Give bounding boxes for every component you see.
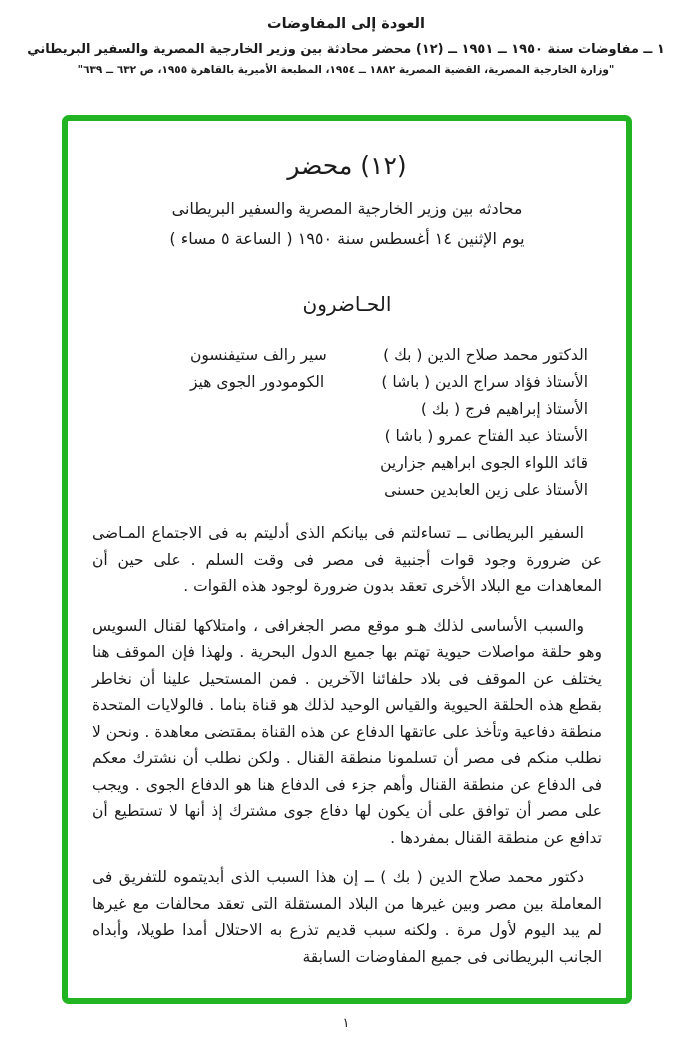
attendee-row xyxy=(98,396,588,423)
document-body xyxy=(92,520,602,970)
attendee-row xyxy=(98,477,588,504)
attendee-name: قائد اللواء الجوى ابراهيم جزارين xyxy=(380,454,588,472)
page-header xyxy=(0,16,692,76)
attendee-name: الدكتور محمد صلاح الدين ( بك ) xyxy=(383,346,588,364)
paragraph-reasoning: والسبب الأساسى لذلك هـو موقع مصر الجغرافى ، وامتلاكها لقنال السويس وهو حلقة مواصلات حيوية تهتم بها جميع الدول البحرية . ولهذا فإن الموقف هنا يختلف عن الموقف فى بلاد حلفائنا الآخرين . فمن المستحيل علينا أن نخاطر بقطع هذه الحلقة الحيوية والقياس الوحيد لذلك هو قناة بناما . فالولايات المتحدة منطقة دفاعية وتأخذ على عاتقها الدفاع عن هذه القناة بمقتضى معاهدة . ونحن لا نطلب منكم فى مصر أن تسلمونا منطقة القنال . ولكن نطلب أن نشترك معكم فى الدفاع عن منطقة القنال وأهم جزء فى الدفاع هنا هو الدفاع الجوى . ويجب على مصر أن توافق على أن يكون لها دفاع جوى مشترك إذ أنها لا تستطيع أن تدافع عن منطقة القنال بمفردها . xyxy=(92,616,602,847)
paragraph-salah-eldin: دكتور محمد صلاح الدين ( بك ) ــ إن هذا السبب الذى أبديتموه للتفريق فى المعاملة بين مصر وبين غيرها من البلاد المستقلة التى تعقد محالفات مع غيرها لم يبد اليوم لأول مرة . ولكنه سبب قديم تذرع به الاحتلال أمدا طويلا، وأبداه الجانب البريطانى فى جميع المفاوضات السابقة xyxy=(92,868,602,966)
attendee-name: الكومودور الجوى هيز xyxy=(190,373,325,391)
document-heading: ١ ــ مفاوضات سنة ١٩٥٠ ــ ١٩٥١ ــ (١٢) محضر محادثة بين وزير الخارجية المصرية والسفير البريطاني xyxy=(27,42,665,57)
attendee-name: الأستاذ عبد الفتاح عمرو ( باشا ) xyxy=(384,427,588,445)
attendee-row xyxy=(98,369,588,396)
attendee-row xyxy=(98,342,588,369)
attendee-name: سير رالف ستيفنسون xyxy=(190,346,327,364)
doc-subtitle-line1: محادثه بين وزير الخارجية المصرية والسفير البريطانى xyxy=(171,199,523,218)
doc-title: (١٢) محضر xyxy=(287,151,407,180)
attendee-row xyxy=(98,450,588,477)
attendees-list xyxy=(92,342,602,504)
attendee-row xyxy=(98,423,588,450)
source-citation: "وزارة الخارجية المصرية، القضية المصرية ١٨٨٢ ــ ١٩٥٤، المطبعة الأميرية بالقاهرة ١٩٥٥، ص ٦٣٢ ــ ٦٣٩" xyxy=(77,64,615,76)
attendee-name: الأستاذ فؤاد سراج الدين ( باشا ) xyxy=(381,373,588,391)
attendee-name: الأستاذ إبراهيم فرج ( بك ) xyxy=(420,400,588,418)
doc-subtitle-line2: يوم الإثنين ١٤ أغسطس سنة ١٩٥٠ ( الساعة ٥ مساء ) xyxy=(169,229,525,248)
section-title: العودة إلى المفاوضات xyxy=(267,16,425,32)
attendee-name: الأستاذ على زين العابدين حسنى xyxy=(384,481,588,499)
attendees-heading: الحـاضرون xyxy=(302,292,392,316)
document-frame xyxy=(62,115,632,1004)
paragraph-british-ambassador: السفير البريطانى ــ تساءلتم فى بيانكم الذى أدليتم به فى الاجتماع المـاضى عن ضرورة وجود قوات أجنبية فى مصر فى وقت السلم . على حين أن المعاهدات مع البلاد الأخرى تعقد بدون ضرورة لوجود هذه القوات . xyxy=(92,524,602,595)
page-number: ١ xyxy=(342,1016,350,1031)
